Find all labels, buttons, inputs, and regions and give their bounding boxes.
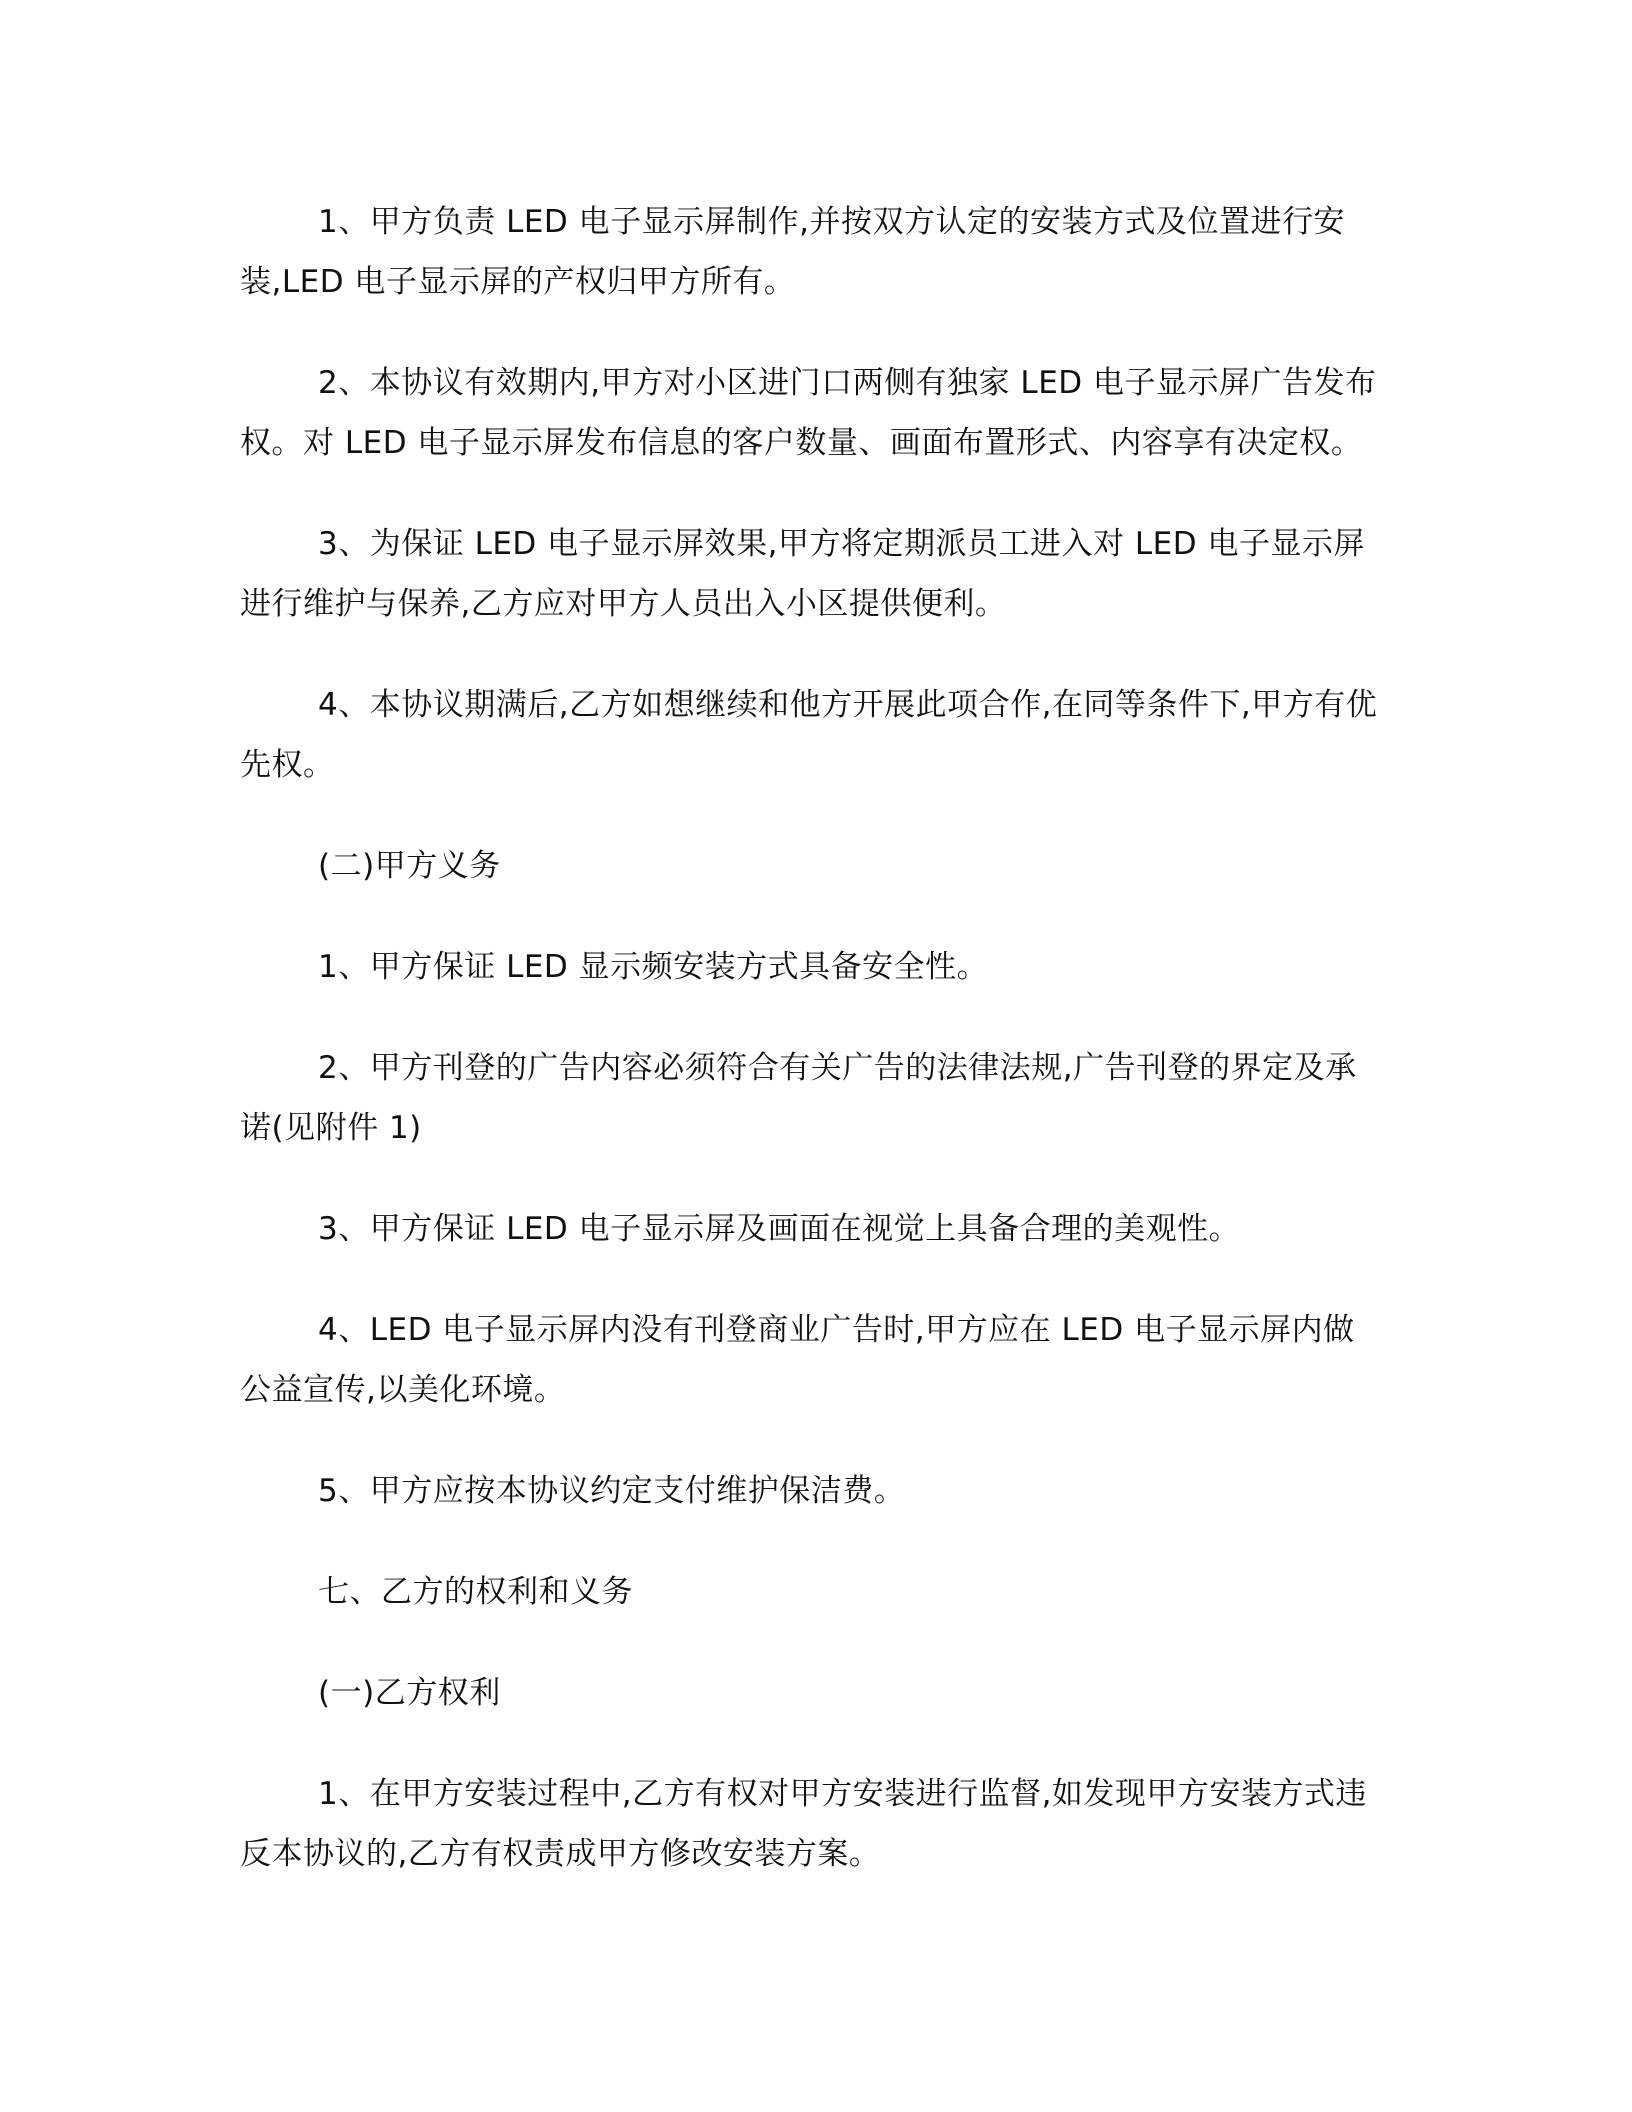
paragraph-9: 4、LED 电子显示屏内没有刊登商业广告时,甲方应在 LED 电子显示屏内做公益宣传,以美化环境。 <box>240 1312 1355 1408</box>
paragraph-10: 5、甲方应按本协议约定支付维护保洁费。 <box>318 1473 906 1509</box>
paragraph-1: 1、甲方负责 LED 电子显示屏制作,并按双方认定的安装方式及位置进行安装,LED 电子显示屏的产权归甲方所有。 <box>240 204 1346 300</box>
paragraph-7: 2、甲方刊登的广告内容必须符合有关广告的法律法规,广告刊登的界定及承诺(见附件 1) <box>240 1050 1357 1146</box>
paragraph-3: 3、为保证 LED 电子显示屏效果,甲方将定期派员工进入对 LED 电子显示屏进行维护与保养,乙方应对甲方人员出入小区提供便利。 <box>240 526 1365 622</box>
section-heading-party-b-rights-obligations: 七、乙方的权利和义务 <box>318 1574 633 1610</box>
section-heading-party-a-obligations: (二)甲方义务 <box>318 848 501 884</box>
paragraph-4: 4、本协议期满后,乙方如想继续和他方开展此项合作,在同等条件下,甲方有优先权。 <box>240 687 1378 783</box>
paragraph-8: 3、甲方保证 LED 电子显示屏及画面在视觉上具备合理的美观性。 <box>318 1211 1241 1247</box>
paragraph-13: 1、在甲方安装过程中,乙方有权对甲方安装进行监督,如发现甲方安装方式违反本协议的,乙方有权责成甲方修改安装方案。 <box>240 1776 1367 1872</box>
document-body <box>240 192 1380 1925</box>
paragraph-6: 1、甲方保证 LED 显示频安装方式具备安全性。 <box>318 949 989 985</box>
paragraph-2: 2、本协议有效期内,甲方对小区进门口两侧有独家 LED 电子显示屏广告发布权。对 LED 电子显示屏发布信息的客户数量、画面布置形式、内容享有决定权。 <box>240 365 1377 461</box>
section-heading-party-b-rights: (一)乙方权利 <box>318 1675 501 1711</box>
